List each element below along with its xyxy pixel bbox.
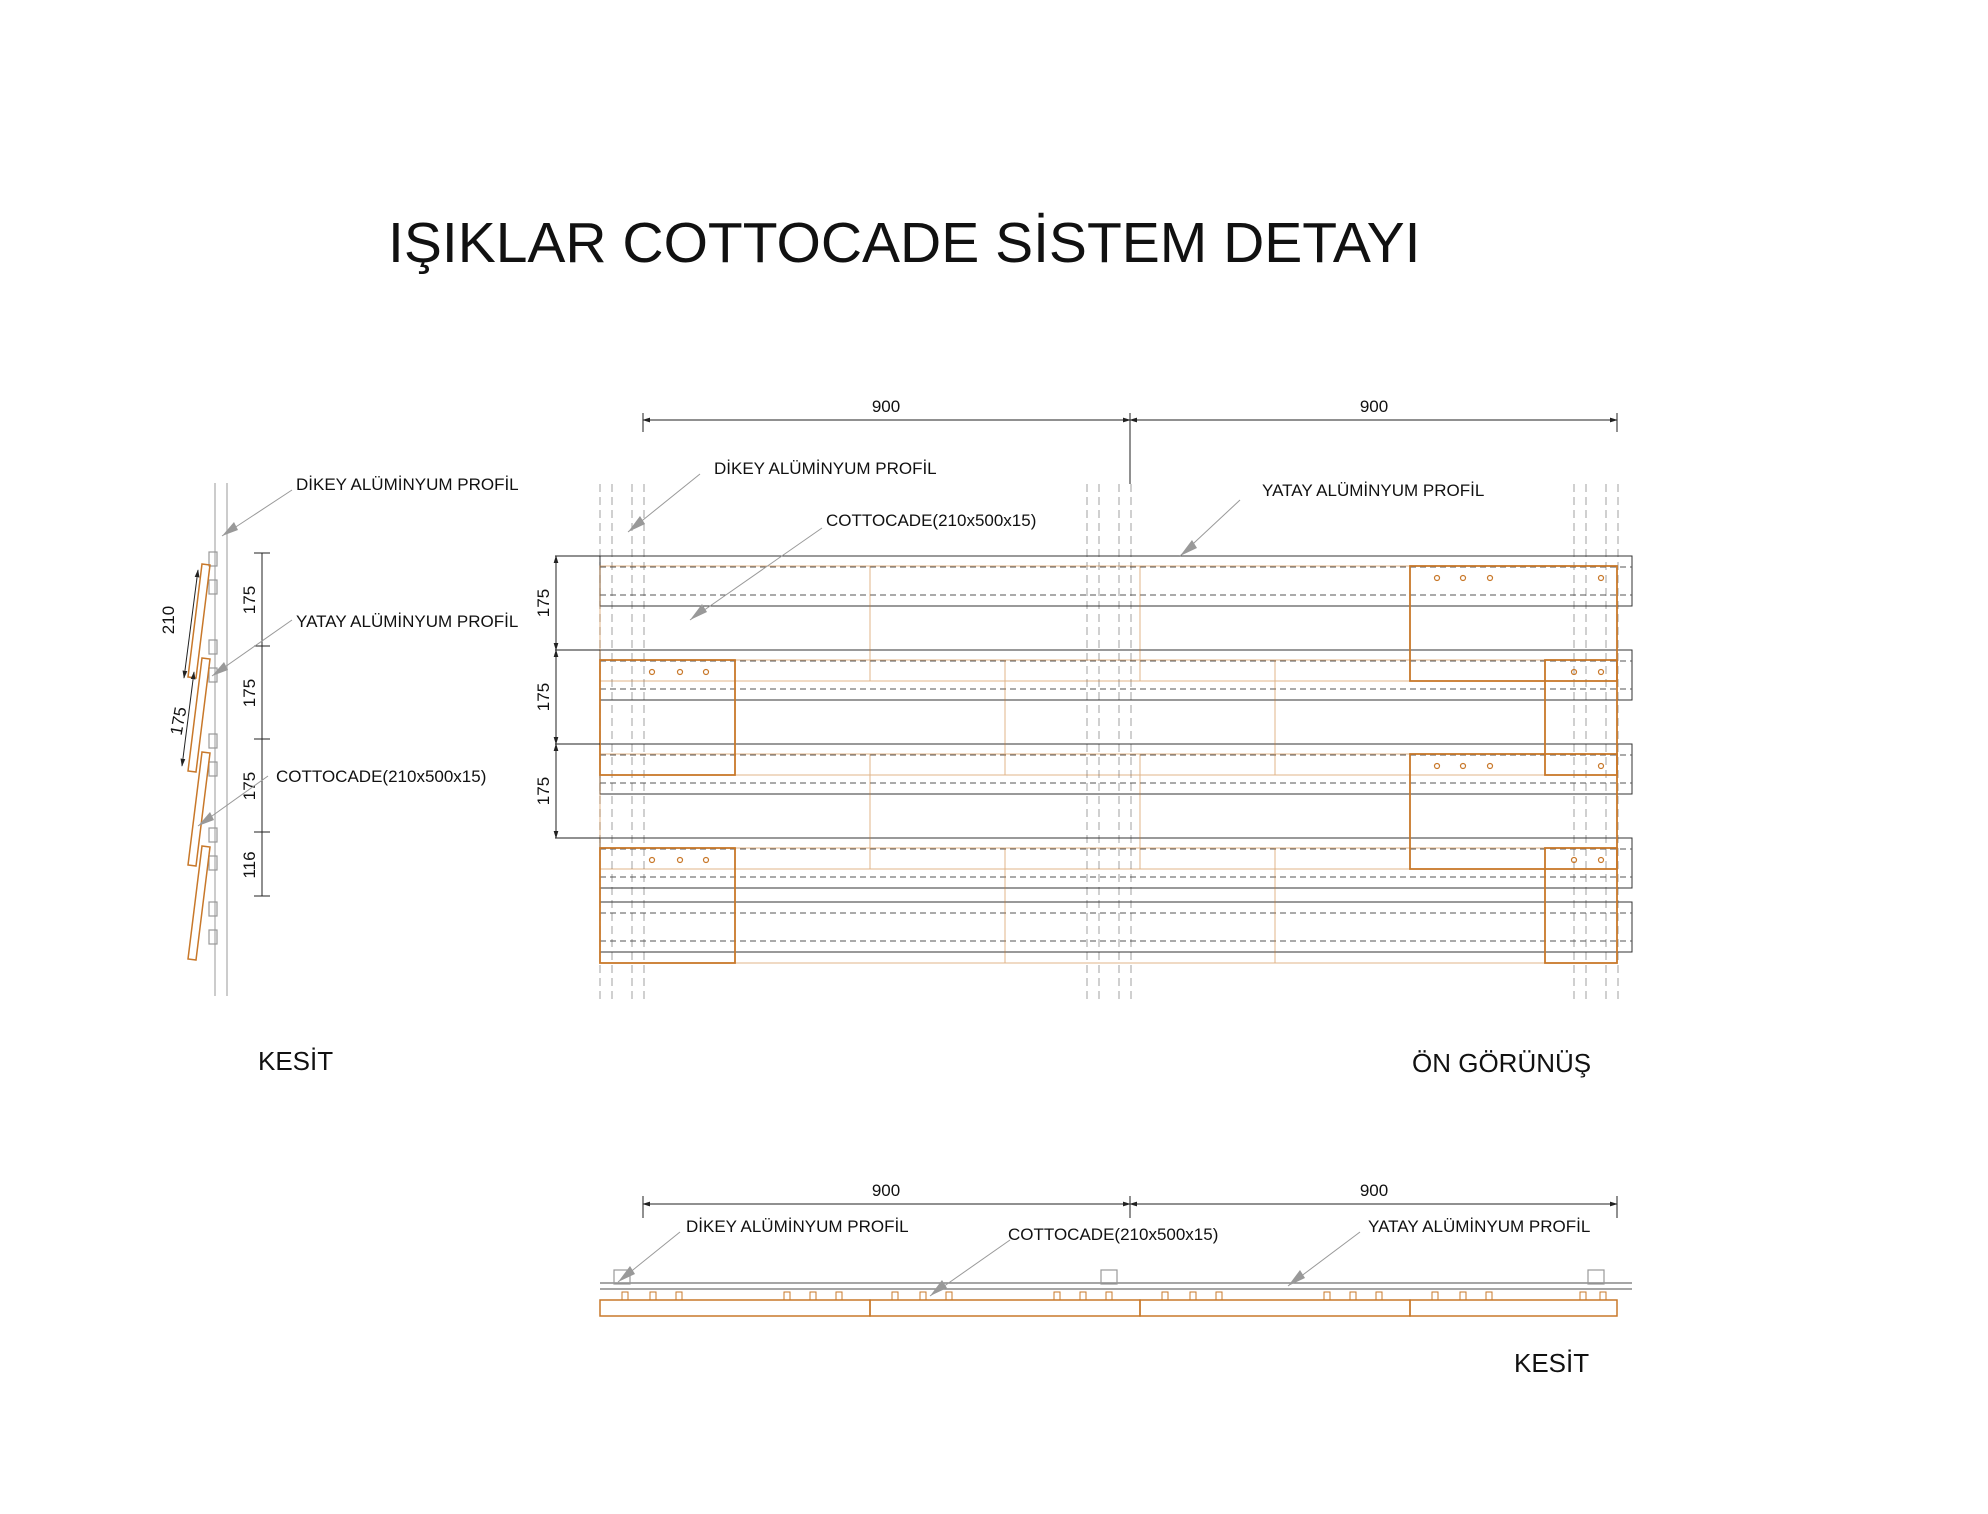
side-label-vertical-profile: DİKEY ALÜMİNYUM PROFİL — [296, 475, 519, 494]
front-dim-span-2: 900 — [1359, 397, 1389, 416]
front-dim-row-1: 175 — [534, 588, 553, 618]
side-dim-3: 175 — [240, 771, 259, 801]
side-section-caption: KESİT — [258, 1046, 334, 1076]
side-dim-2: 175 — [240, 678, 259, 708]
drawing-title: IŞIKLAR COTTOCADE SİSTEM DETAYI — [388, 211, 1421, 275]
side-label-horizontal-profile: YATAY ALÜMİNYUM PROFİL — [296, 612, 519, 631]
plan-section-view — [600, 1181, 1632, 1378]
bottom-dim-span-1: 900 — [871, 1181, 901, 1200]
side-dim-panel-spacing: 175 — [166, 705, 191, 737]
front-dim-span-1: 900 — [871, 397, 901, 416]
front-view-caption: ÖN GÖRÜNÜŞ — [1412, 1048, 1592, 1078]
front-label-panel: COTTOCADE(210x500x15) — [826, 511, 1037, 530]
front-dim-row-3: 175 — [534, 776, 553, 806]
front-dim-row-2: 175 — [534, 682, 553, 712]
front-view — [534, 397, 1632, 1078]
bottom-dim-span-2: 900 — [1359, 1181, 1389, 1200]
bottom-label-panel: COTTOCADE(210x500x15) — [1008, 1225, 1219, 1244]
side-section-view — [159, 475, 519, 1076]
front-label-vertical-profile: DİKEY ALÜMİNYUM PROFİL — [714, 459, 937, 478]
side-dim-panel-height: 210 — [159, 605, 178, 635]
side-dim-4: 116 — [240, 851, 259, 879]
side-dim-1: 175 — [240, 585, 259, 615]
bottom-section-caption: KESİT — [1514, 1348, 1590, 1378]
bottom-label-horizontal-profile: YATAY ALÜMİNYUM PROFİL — [1368, 1217, 1591, 1236]
side-label-panel: COTTOCADE(210x500x15) — [276, 767, 487, 786]
bottom-label-vertical-profile: DİKEY ALÜMİNYUM PROFİL — [686, 1217, 909, 1236]
front-label-horizontal-profile: YATAY ALÜMİNYUM PROFİL — [1262, 481, 1485, 500]
